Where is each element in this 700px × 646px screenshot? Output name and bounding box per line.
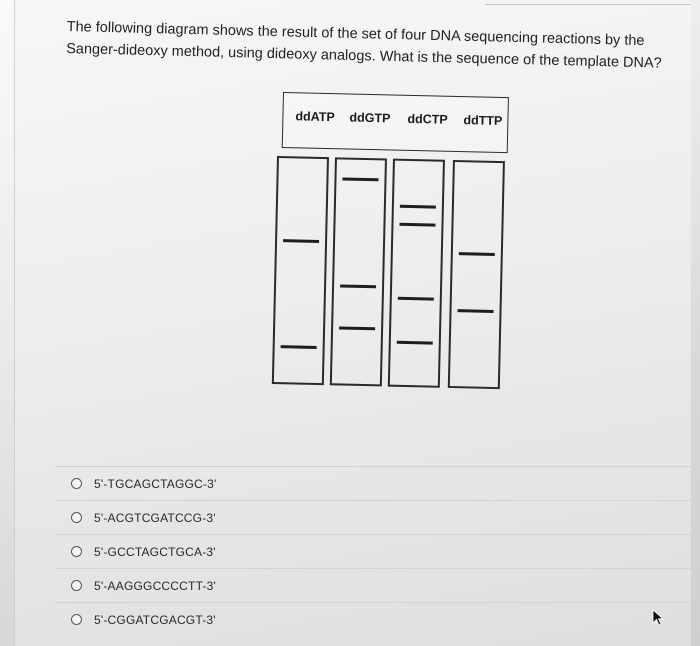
choice-option-4[interactable] [55,568,691,602]
gel-band-ddatp-2 [281,345,317,349]
gel-band-ddttp-2 [458,309,494,313]
choice-option-2[interactable] [55,500,691,534]
gel-band-ddctp-1 [400,205,436,209]
choice-label: 5'-ACGTCGATCCG-3' [94,510,216,525]
radio-button-icon[interactable] [71,478,82,489]
gel-band-ddttp-1 [459,252,495,256]
lane-label-ddctp: ddCTP [407,111,448,127]
gel-band-ddctp-2 [399,223,435,227]
lane-header-box [282,92,509,153]
lane-label-ddatp: ddATP [295,109,335,125]
gel-lane-ddttp [448,160,505,389]
radio-button-icon[interactable] [71,512,82,523]
gel-lane-ddatp [272,156,329,385]
gel-band-ddctp-3 [398,297,434,301]
choice-option-1[interactable] [55,466,691,500]
lane-label-ddttp: ddTTP [463,113,503,128]
question-text: The following diagram shows the result of the set of four DNA sequencing reactions by the Sanger-dideoxy method, using dideoxy analogs. What is the sequence of the template DNA? [65,18,662,72]
choice-label: 5'-AAGGGCCCCTT-3' [94,578,216,593]
gel-band-ddctp-4 [397,341,433,345]
radio-button-icon[interactable] [71,580,82,591]
choice-label: 5'-GCCTAGCTGCA-3' [94,544,216,559]
question-card [14,0,691,646]
mouse-pointer-icon [652,609,666,627]
choice-label: 5'-TGCAGCTAGGC-3' [94,476,217,491]
gel-band-ddgtp-2 [340,284,376,288]
gel-lane-ddctp [388,159,445,388]
choice-label: 5'-CGGATCGACGT-3' [94,612,216,627]
sequencing-gel [272,156,507,399]
divider [485,4,691,5]
radio-button-icon[interactable] [71,614,82,625]
gel-band-ddgtp-1 [342,177,378,181]
gel-band-ddgtp-3 [339,326,375,330]
gel-band-ddatp-1 [283,239,319,243]
choice-option-5[interactable] [55,602,691,636]
answer-choices [55,466,691,636]
lane-label-ddgtp: ddGTP [349,110,391,126]
choice-option-3[interactable] [55,534,691,568]
gel-lane-ddgtp [330,157,387,386]
radio-button-icon[interactable] [71,546,82,557]
